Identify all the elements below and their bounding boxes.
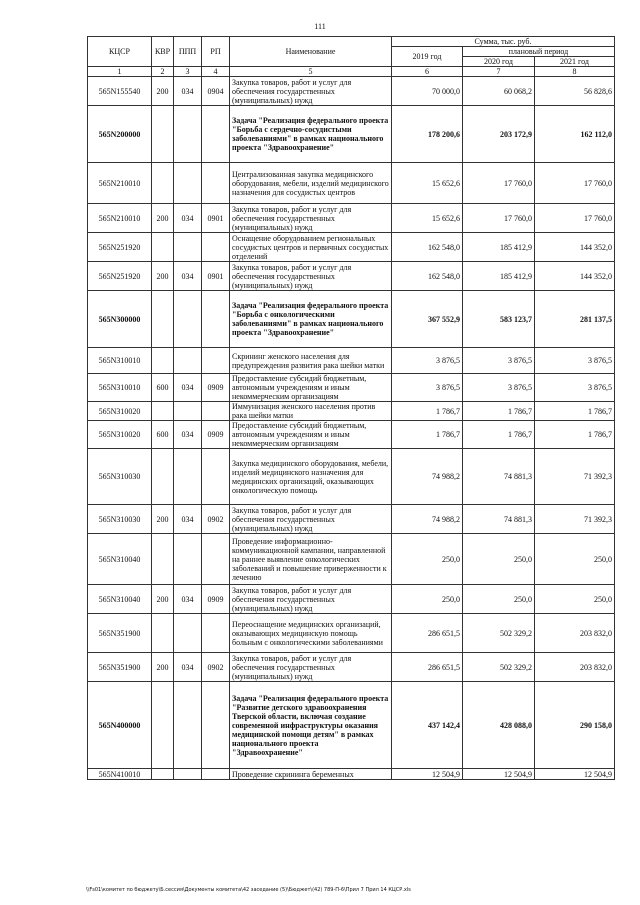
value-2020-cell: 12 504,9 (463, 769, 535, 780)
rp-cell (202, 769, 230, 780)
kvr-cell: 600 (152, 421, 174, 449)
value-2020-cell: 502 329,2 (463, 653, 535, 682)
budget-table (87, 36, 615, 780)
index-cell: 4 (202, 67, 230, 77)
page-number: 111 (314, 22, 326, 31)
value-2021-cell: 162 112,0 (535, 106, 615, 163)
name-cell: Иммунизация женского населения против рака шейки матки (230, 402, 392, 421)
value-2020-cell: 502 329,2 (463, 614, 535, 653)
kcsr-cell: 565N155540 (88, 77, 152, 106)
kvr-cell (152, 163, 174, 204)
value-2021-cell: 17 760,0 (535, 204, 615, 233)
kcsr-cell: 565N310030 (88, 449, 152, 505)
name-cell: Предоставление субсидий бюджетным, автономным учреждениям и иным некоммерческим организациям (230, 421, 392, 449)
name-cell: Закупка медицинского оборудования, мебели, изделий медицинского назначения для медицинских организаций, оказывающих онкологическую помощь (230, 449, 392, 505)
rp-cell (202, 291, 230, 348)
kvr-cell: 200 (152, 204, 174, 233)
name-cell: Оснащение оборудованием региональных сосудистых центров и первичных сосудистых отделений (230, 233, 392, 262)
value-2019-cell: 1 786,7 (392, 421, 463, 449)
kcsr-cell: 565N210010 (88, 163, 152, 204)
kvr-cell: 200 (152, 585, 174, 614)
value-2020-cell: 17 760,0 (463, 204, 535, 233)
value-2020-cell: 60 068,2 (463, 77, 535, 106)
name-cell: Задача "Реализация федерального проекта "Борьба с сердечно-сосудистыми заболеваниями" в рамках национального проекта "Здравоохранение" (230, 106, 392, 163)
value-2019-cell: 250,0 (392, 534, 463, 585)
name-cell: Закупка товаров, работ и услуг для обеспечения государственных (муниципальных) нужд (230, 204, 392, 233)
name-cell: Проведение информационно-коммуникационной кампании, направленной на раннее выявление онкологических заболеваний и повышение приверженности к лечению (230, 534, 392, 585)
kvr-cell (152, 348, 174, 374)
ppp-cell (174, 402, 202, 421)
kcsr-cell: 565N410010 (88, 769, 152, 780)
kvr-cell (152, 106, 174, 163)
kcsr-cell: 565N310030 (88, 505, 152, 534)
value-2019-cell: 74 988,2 (392, 449, 463, 505)
file-path-footer: \\Fs01\комитет по бюджету\Б.сессия\Документы комитета\42 заседание (5)\Бюджет\(42) 789-П-6\Прил 7 Прил 14 КЦСР.xls (86, 887, 411, 893)
value-2021-cell: 1 786,7 (535, 402, 615, 421)
value-2021-cell: 71 392,3 (535, 505, 615, 534)
rp-cell (202, 106, 230, 163)
kvr-cell: 200 (152, 77, 174, 106)
value-2021-cell: 71 392,3 (535, 449, 615, 505)
header-name: Наименование (230, 37, 392, 67)
name-cell: Задача "Реализация федерального проекта "Борьба с онкологическими заболеваниями" в рамках национального проекта "Здравоохранение" (230, 291, 392, 348)
kvr-cell: 200 (152, 653, 174, 682)
ppp-cell (174, 233, 202, 262)
ppp-cell (174, 769, 202, 780)
kcsr-cell: 565N351900 (88, 653, 152, 682)
value-2019-cell: 3 876,5 (392, 374, 463, 402)
ppp-cell (174, 534, 202, 585)
kcsr-cell: 565N300000 (88, 291, 152, 348)
rp-cell: 0909 (202, 585, 230, 614)
name-cell: Закупка товаров, работ и услуг для обеспечения государственных (муниципальных) нужд (230, 653, 392, 682)
index-cell: 1 (88, 67, 152, 77)
ppp-cell (174, 614, 202, 653)
value-2021-cell: 144 352,0 (535, 233, 615, 262)
value-2019-cell: 70 000,0 (392, 77, 463, 106)
header-2019: 2019 год (392, 47, 463, 67)
value-2021-cell: 3 876,5 (535, 374, 615, 402)
table-row (88, 106, 615, 163)
value-2020-cell: 74 881,3 (463, 505, 535, 534)
table-row (88, 505, 615, 534)
kcsr-cell: 565N310010 (88, 374, 152, 402)
rp-cell: 0909 (202, 374, 230, 402)
value-2021-cell: 1 786,7 (535, 421, 615, 449)
ppp-cell: 034 (174, 421, 202, 449)
value-2019-cell: 3 876,5 (392, 348, 463, 374)
table-row (88, 769, 615, 780)
kvr-cell (152, 449, 174, 505)
table-row (88, 449, 615, 505)
kvr-cell (152, 291, 174, 348)
table-row (88, 163, 615, 204)
ppp-cell: 034 (174, 77, 202, 106)
ppp-cell: 034 (174, 585, 202, 614)
kvr-cell (152, 682, 174, 769)
name-cell: Закупка товаров, работ и услуг для обеспечения государственных (муниципальных) нужд (230, 77, 392, 106)
value-2021-cell: 203 832,0 (535, 653, 615, 682)
index-cell: 2 (152, 67, 174, 77)
table-row (88, 374, 615, 402)
value-2021-cell: 250,0 (535, 585, 615, 614)
kvr-cell (152, 614, 174, 653)
rp-cell: 0909 (202, 421, 230, 449)
value-2019-cell: 250,0 (392, 585, 463, 614)
kcsr-cell: 565N310020 (88, 402, 152, 421)
table-row (88, 682, 615, 769)
rp-cell (202, 348, 230, 374)
header-kvr: КВР (152, 37, 174, 67)
header-2020: 2020 год (463, 57, 535, 67)
name-cell: Скрининг женского населения для предупреждения развития рака шейки матки (230, 348, 392, 374)
value-2019-cell: 178 200,6 (392, 106, 463, 163)
kcsr-cell: 565N251920 (88, 233, 152, 262)
value-2019-cell: 12 504,9 (392, 769, 463, 780)
ppp-cell (174, 106, 202, 163)
kcsr-cell: 565N310040 (88, 585, 152, 614)
ppp-cell: 034 (174, 374, 202, 402)
value-2020-cell: 3 876,5 (463, 348, 535, 374)
ppp-cell: 034 (174, 505, 202, 534)
table-row (88, 77, 615, 106)
rp-cell: 0902 (202, 505, 230, 534)
value-2019-cell: 437 142,4 (392, 682, 463, 769)
table-row (88, 204, 615, 233)
header-planned: плановый период (463, 47, 615, 57)
rp-cell (202, 682, 230, 769)
ppp-cell: 034 (174, 262, 202, 291)
kcsr-cell: 565N400000 (88, 682, 152, 769)
name-cell: Закупка товаров, работ и услуг для обеспечения государственных (муниципальных) нужд (230, 505, 392, 534)
kcsr-cell: 565N310010 (88, 348, 152, 374)
table-row (88, 421, 615, 449)
value-2020-cell: 250,0 (463, 585, 535, 614)
value-2020-cell: 74 881,3 (463, 449, 535, 505)
value-2020-cell: 1 786,7 (463, 402, 535, 421)
value-2020-cell: 185 412,9 (463, 262, 535, 291)
value-2021-cell: 281 137,5 (535, 291, 615, 348)
ppp-cell (174, 291, 202, 348)
index-cell: 8 (535, 67, 615, 77)
kcsr-cell: 565N310040 (88, 534, 152, 585)
index-cell: 6 (392, 67, 463, 77)
kcsr-cell: 565N200000 (88, 106, 152, 163)
value-2020-cell: 1 786,7 (463, 421, 535, 449)
kvr-cell (152, 769, 174, 780)
rp-cell: 0901 (202, 262, 230, 291)
value-2020-cell: 250,0 (463, 534, 535, 585)
value-2019-cell: 1 786,7 (392, 402, 463, 421)
value-2019-cell: 162 548,0 (392, 262, 463, 291)
rp-cell (202, 449, 230, 505)
value-2021-cell: 56 828,6 (535, 77, 615, 106)
name-cell: Закупка товаров, работ и услуг для обеспечения государственных (муниципальных) нужд (230, 262, 392, 291)
rp-cell: 0902 (202, 653, 230, 682)
table-row (88, 585, 615, 614)
kvr-cell (152, 534, 174, 585)
value-2021-cell: 17 760,0 (535, 163, 615, 204)
value-2019-cell: 286 651,5 (392, 614, 463, 653)
header-2021: 2021 год (535, 57, 615, 67)
table-row (88, 262, 615, 291)
value-2019-cell: 286 651,5 (392, 653, 463, 682)
rp-cell (202, 614, 230, 653)
rp-cell (202, 163, 230, 204)
value-2020-cell: 185 412,9 (463, 233, 535, 262)
name-cell: Предоставление субсидий бюджетным, автономным учреждениям и иным некоммерческим организациям (230, 374, 392, 402)
rp-cell (202, 534, 230, 585)
value-2019-cell: 367 552,9 (392, 291, 463, 348)
kvr-cell (152, 402, 174, 421)
table-row (88, 291, 615, 348)
kvr-cell: 600 (152, 374, 174, 402)
ppp-cell (174, 348, 202, 374)
table-row (88, 614, 615, 653)
index-cell: 7 (463, 67, 535, 77)
value-2020-cell: 203 172,9 (463, 106, 535, 163)
ppp-cell (174, 449, 202, 505)
value-2021-cell: 250,0 (535, 534, 615, 585)
table-row (88, 233, 615, 262)
index-cell: 5 (230, 67, 392, 77)
value-2021-cell: 12 504,9 (535, 769, 615, 780)
table-row (88, 348, 615, 374)
name-cell: Задача "Реализация федерального проекта "Развитие детского здравоохранения Тверской области, включая создание современной инфраструктуры оказания медицинской помощи детям" в рамках национального проекта "Здравоохранение" (230, 682, 392, 769)
ppp-cell (174, 163, 202, 204)
value-2019-cell: 15 652,6 (392, 163, 463, 204)
value-2021-cell: 203 832,0 (535, 614, 615, 653)
rp-cell (202, 233, 230, 262)
table-row (88, 534, 615, 585)
value-2020-cell: 3 876,5 (463, 374, 535, 402)
name-cell: Централизованная закупка медицинского оборудования, мебели, изделий медицинского назначения для сосудистых центров (230, 163, 392, 204)
ppp-cell: 034 (174, 653, 202, 682)
index-row (88, 67, 615, 77)
value-2020-cell: 428 088,0 (463, 682, 535, 769)
value-2019-cell: 15 652,6 (392, 204, 463, 233)
kcsr-cell: 565N251920 (88, 262, 152, 291)
header-rp: РП (202, 37, 230, 67)
ppp-cell: 034 (174, 204, 202, 233)
table-row (88, 402, 615, 421)
value-2019-cell: 74 988,2 (392, 505, 463, 534)
header-sum: Сумма, тыс. руб. (392, 37, 615, 47)
header-kcsr: КЦСР (88, 37, 152, 67)
kvr-cell: 200 (152, 505, 174, 534)
header-ppp: ППП (174, 37, 202, 67)
rp-cell: 0901 (202, 204, 230, 233)
kvr-cell (152, 233, 174, 262)
ppp-cell (174, 682, 202, 769)
rp-cell (202, 402, 230, 421)
value-2021-cell: 3 876,5 (535, 348, 615, 374)
kcsr-cell: 565N210010 (88, 204, 152, 233)
kcsr-cell: 565N351900 (88, 614, 152, 653)
value-2019-cell: 162 548,0 (392, 233, 463, 262)
kvr-cell: 200 (152, 262, 174, 291)
rp-cell: 0904 (202, 77, 230, 106)
value-2020-cell: 583 123,7 (463, 291, 535, 348)
table-row (88, 653, 615, 682)
name-cell: Проведение скрининга беременных (230, 769, 392, 780)
value-2020-cell: 17 760,0 (463, 163, 535, 204)
value-2021-cell: 290 158,0 (535, 682, 615, 769)
kcsr-cell: 565N310020 (88, 421, 152, 449)
name-cell: Закупка товаров, работ и услуг для обеспечения государственных (муниципальных) нужд (230, 585, 392, 614)
value-2021-cell: 144 352,0 (535, 262, 615, 291)
index-cell: 3 (174, 67, 202, 77)
name-cell: Переоснащение медицинских организаций, оказывающих медицинскую помощь больным с онкологическими заболеваниями (230, 614, 392, 653)
